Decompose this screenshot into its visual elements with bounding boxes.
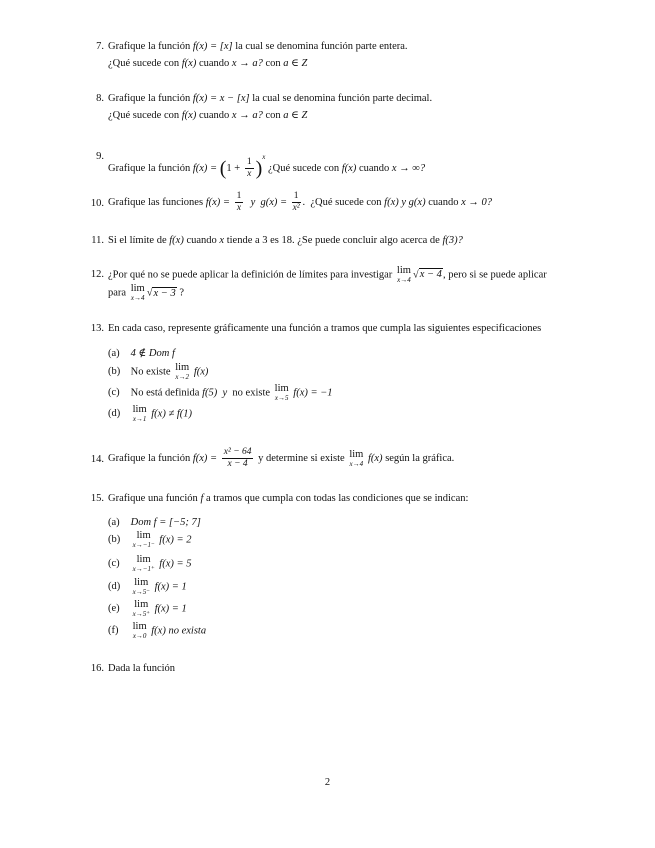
exercise-9: 9. Grafique la función f(x) = (1 + $\frac{1}{x}$ )$^x$ ¿Qué sucede con f(x) cuando x → ∞? bbox=[88, 140, 608, 186]
limit-operator: lim x→1 bbox=[132, 404, 147, 423]
subitem-13d: (d) lim x→1 f(x) ≠ f(1) bbox=[108, 404, 193, 423]
limit-operator: lim x→2 bbox=[175, 362, 190, 381]
exercise-number: 16. bbox=[90, 663, 104, 674]
subitem-15b: (b) lim x→−1⁻ f(x) = 2 bbox=[108, 530, 192, 549]
exercise-number: 14. bbox=[90, 454, 104, 465]
exercise-16: 16. Dada la función bbox=[88, 660, 608, 677]
exercise-number: 9. bbox=[96, 151, 104, 162]
exercise-number: 8. bbox=[96, 93, 104, 104]
subitem-13b: (b) No existe lim x→2 f(x) bbox=[108, 362, 209, 381]
limit-operator: lim x→5⁺ bbox=[132, 599, 150, 618]
subitem-15a: (a) Dom f = [−5; 7] bbox=[108, 517, 201, 528]
limit-operator: lim x→5 bbox=[274, 383, 289, 402]
limit-operator: lim x→5⁻ bbox=[132, 577, 150, 596]
exercise-10: 10. Grafique las funciones f(x) = $\frac{1}{x}$ y g(x) = $\frac{1}{\text{x²}}$ . ¿Qué sucede con f(x) y g(x) cuando x → 0? bbox=[88, 188, 608, 218]
subitem-13c: (c) No está definida f(5) y no existe lim x→5 f(x) = −1 bbox=[108, 383, 333, 402]
fraction: $\frac{1}{x}$ bbox=[246, 157, 252, 180]
page-number: 2 bbox=[324, 777, 331, 788]
limit-operator: lim x→−1⁺ bbox=[132, 554, 155, 573]
limit-operator: lim x→4 bbox=[130, 283, 145, 303]
fraction: $\frac{1}{x}$ bbox=[236, 191, 242, 214]
fraction: $\frac{1}{\text{x²}}$ bbox=[292, 191, 300, 214]
fraction: $\frac{\text{x² − 64}}{x - 4}$ bbox=[223, 447, 252, 470]
exercise-12: 12. ¿Por qué no se puede aplicar la definición de límites para investigar lim x→4 √x − 4, pero si se puede aplicar para lim x→4 √x − 3 ? bbox=[88, 266, 608, 303]
exercise-number: 15. bbox=[90, 493, 104, 504]
exercise-number: 13. bbox=[90, 323, 104, 334]
subitem-15e: (e) lim x→5⁺ f(x) = 1 bbox=[108, 599, 187, 618]
exercise-13: 13. En cada caso, represente gráficamente una función a tramos que cumpla las siguientes especificaciones bbox=[88, 320, 608, 337]
subitem-15f: (f) lim x→0 f(x) no exista bbox=[108, 621, 207, 640]
exercise-number: 7. bbox=[96, 41, 104, 52]
limit-operator: lim x→4 bbox=[349, 448, 364, 468]
exercise-11: 11. Si el límite de f(x) cuando x tiende a 3 es 18. ¿Se puede concluir algo acerca de f(3)? bbox=[88, 232, 608, 249]
exercise-7: 7. Grafique la función f(x) = [x] la cual se denomina función parte entera. ¿Qué sucede con f(x) cuando x → a? con a ∈ Z bbox=[88, 38, 608, 72]
exercise-number: 10. bbox=[90, 198, 104, 209]
limit-operator: lim x→4 bbox=[396, 265, 411, 284]
subitem-15d: (d) lim x→5⁻ f(x) = 1 bbox=[108, 577, 187, 596]
exercise-number: 11. bbox=[91, 235, 104, 246]
limit-operator: lim x→−1⁻ bbox=[132, 530, 155, 549]
exercise-8: 8. Grafique la función f(x) = x − [x] la cual se denomina función parte decimal. ¿Qué sucede con f(x) cuando x → a? con a ∈ Z bbox=[88, 90, 608, 124]
exercise-number: 12. bbox=[90, 269, 104, 280]
limit-operator: lim x→0 bbox=[132, 621, 147, 640]
subitem-13a: (a) 4 ∉ Dom f bbox=[108, 348, 175, 359]
exercise-15: 15. Grafique una función f a tramos que cumpla con todas las condiciones que se indican: bbox=[88, 490, 608, 507]
exercise-14: 14. Grafique la función f(x) = $\frac{\text{x² − 64}}{x - 4}$ y determine si existe lim x→4 f(x) según la gráfica. bbox=[88, 444, 608, 474]
subitem-15c: (c) lim x→−1⁺ f(x) = 5 bbox=[108, 554, 192, 573]
